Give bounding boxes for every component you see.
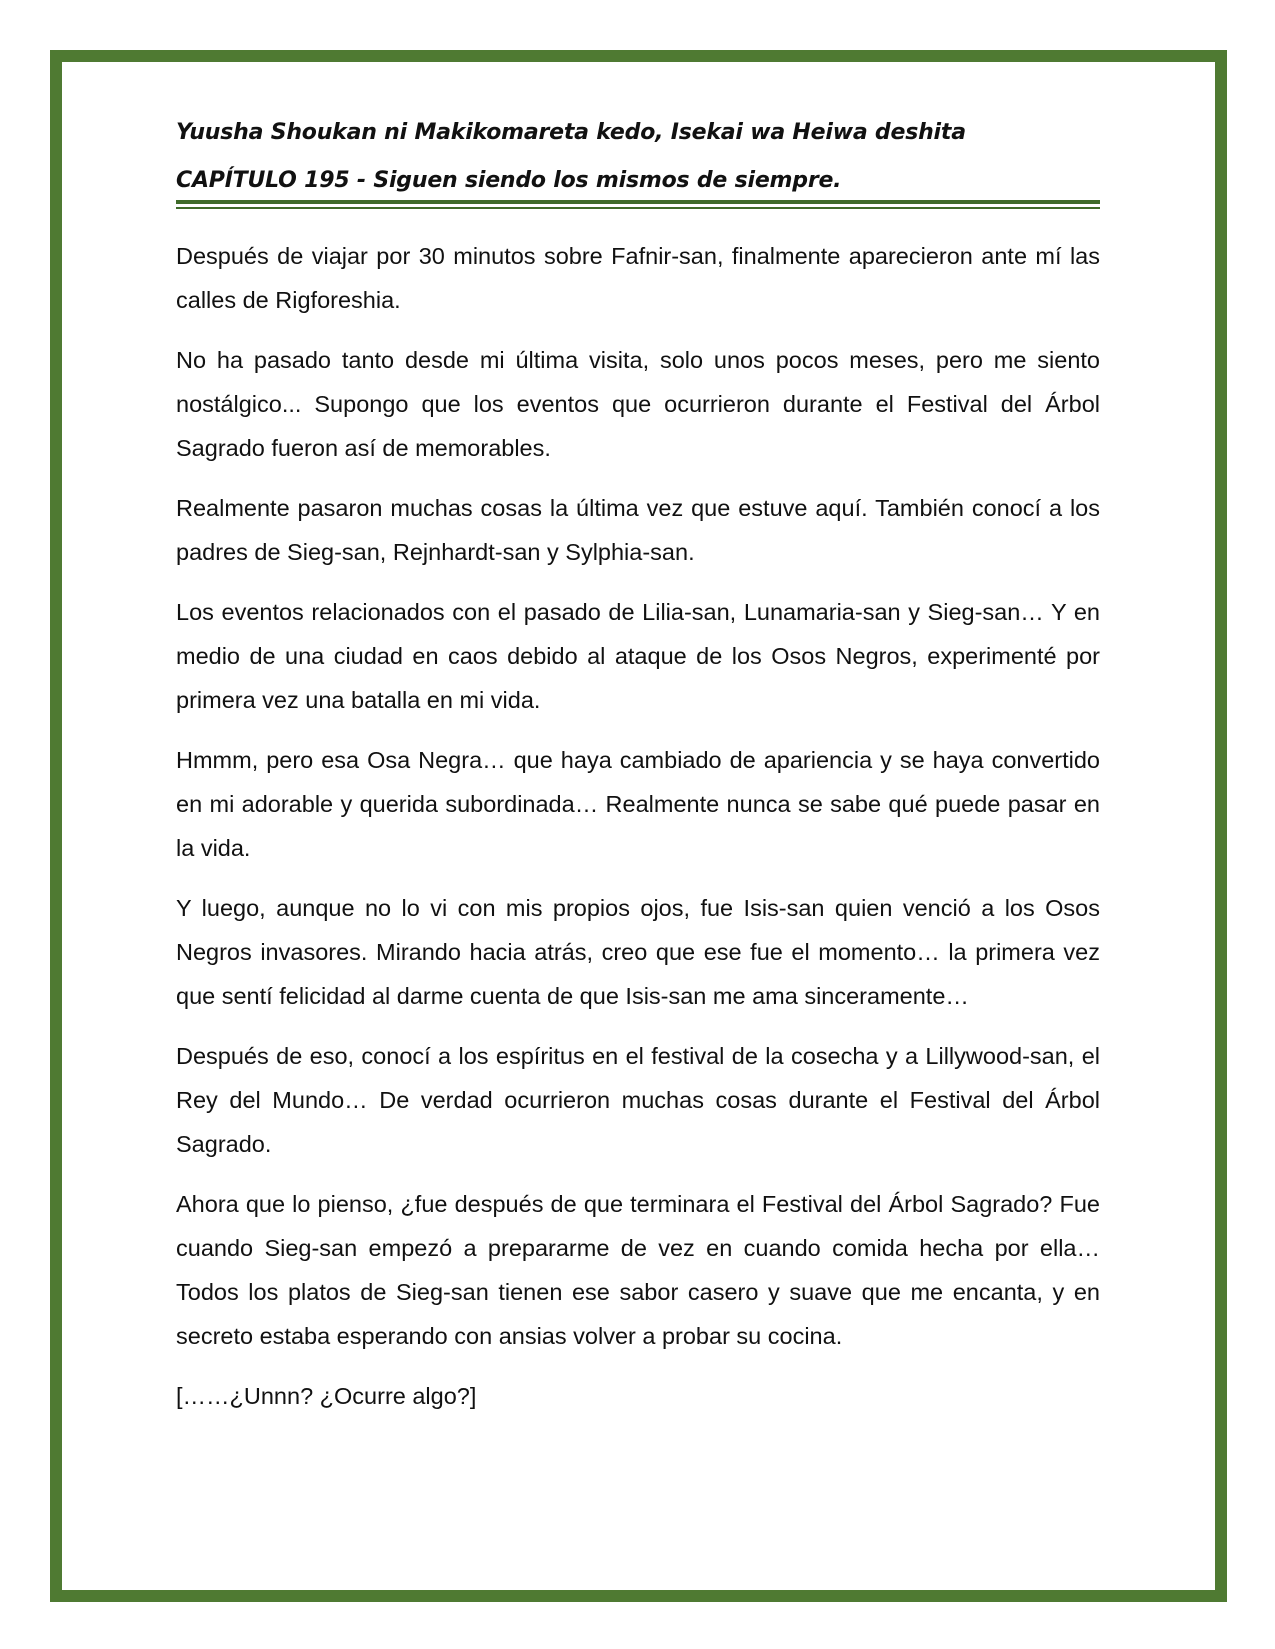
paragraph: Hmmm, pero esa Osa Negra… que haya cambiado de apariencia y se haya convertido en mi adorable y querida subordinada… Realmente nunca se sabe qué puede pasar en la vida. [176, 747, 1100, 861]
chapter-body [176, 234, 1100, 1418]
paragraph: Y luego, aunque no lo vi con mis propios ojos, fue Isis-san quien venció a los Osos Negros invasores. Mirando hacia atrás, creo que ese fue el momento… la primera vez que sentí felicidad al darme cuenta de que Isis-san me ama sinceramente… [176, 895, 1100, 1009]
paragraph: Realmente pasaron muchas cosas la última vez que estuve aquí. También conocí a los padres de Sieg-san, Rejnhardt-san y Sylphia-san. [176, 495, 1100, 565]
page-content [176, 110, 1100, 1434]
series-title: Yuusha Shoukan ni Makikomareta kedo, Isekai wa Heiwa deshita [176, 120, 966, 145]
paragraph: Después de viajar por 30 minutos sobre Fafnir-san, finalmente aparecieron ante mí las calles de Rigforeshia. [176, 243, 1100, 313]
paragraph: Ahora que lo pienso, ¿fue después de que terminara el Festival del Árbol Sagrado? Fue cuando Sieg-san empezó a prepararme de vez en cuando comida hecha por ella… Todos los platos de Sieg-san tienen ese sabor casero y suave que me encanta, y en secreto estaba esperando con ansias volver a probar su cocina. [176, 1191, 1100, 1349]
paragraph: Los eventos relacionados con el pasado de Lilia-san, Lunamaria-san y Sieg-san… Y en medio de una ciudad en caos debido al ataque de los Osos Negros, experimenté por primera vez una batalla en mi vida. [176, 599, 1100, 713]
dialogue-line: [……¿Unnn? ¿Ocurre algo?] [176, 1383, 477, 1409]
title-divider [176, 200, 1100, 204]
chapter-title: CAPÍTULO 195 - Siguen siendo los mismos de siempre. [176, 168, 842, 193]
paragraph: No ha pasado tanto desde mi última visita, solo unos pocos meses, pero me siento nostálgico... Supongo que los eventos que ocurrieron durante el Festival del Árbol Sagrado fueron así de memorables. [176, 347, 1100, 461]
paragraph: Después de eso, conocí a los espíritus en el festival de la cosecha y a Lillywood-san, el Rey del Mundo… De verdad ocurrieron muchas cosas durante el Festival del Árbol Sagrado. [176, 1043, 1100, 1157]
